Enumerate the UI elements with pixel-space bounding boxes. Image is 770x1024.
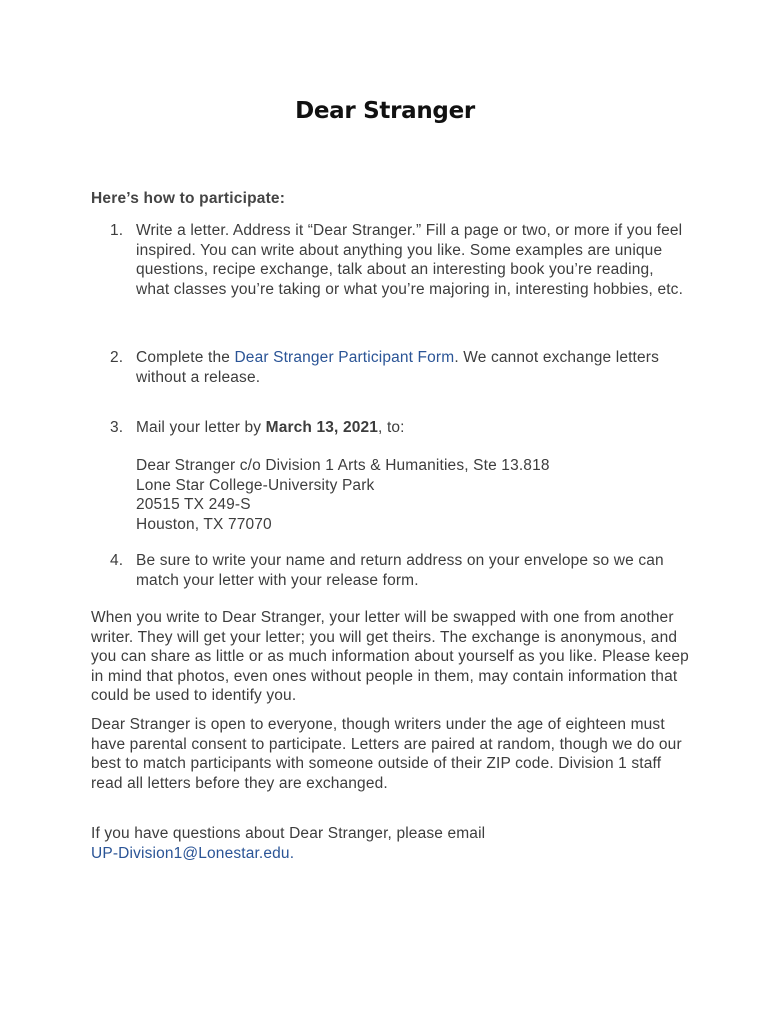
- step-number: 1.: [110, 222, 124, 239]
- exchange-paragraph: When you write to Dear Stranger, your letter will be swapped with one from another writer. They will get your letter; you will get theirs. The exchange is anonymous, and you can share as little or as much information about yourself as you like. Please keep in mind that photos, even ones without people in them, may contain information that could be used to identify you.: [91, 609, 689, 705]
- step-number: 3.: [110, 419, 124, 436]
- step-2: [110, 348, 690, 387]
- address-line: Houston, TX 77070: [136, 515, 272, 533]
- page-title: Dear Stranger: [295, 98, 475, 124]
- contact-paragraph: [91, 824, 691, 863]
- contact-text: If you have questions about Dear Stranger, please email: [91, 825, 486, 842]
- step-text: Be sure to write your name and return address on your envelope so we can match your letter with your release form.: [136, 552, 664, 589]
- deadline-date: March 13, 2021: [265, 419, 379, 436]
- step-text: Write a letter. Address it “Dear Stranger.” Fill a page or two, or more if you feel inspired. You can write about anything you like. Some examples are unique questions, recipe exchange, talk about an interesting book you’re reading, what classes you’re taking or what you’re majoring in, interesting hobbies, etc.: [136, 222, 684, 298]
- step-text-before: Complete the: [136, 349, 235, 366]
- step-text: [136, 418, 690, 438]
- step-text-after: , to:: [378, 419, 405, 436]
- step-number: 4.: [110, 552, 124, 569]
- step-text-after: . We cannot exchange letters without a release.: [136, 349, 659, 386]
- step-text-before: Mail your letter by: [136, 419, 266, 436]
- step-4: [110, 551, 690, 590]
- mailing-address: [136, 456, 696, 534]
- participant-form-link[interactable]: Dear Stranger Participant Form: [234, 349, 455, 366]
- address-line: 20515 TX 249-S: [136, 496, 251, 514]
- eligibility-paragraph: Dear Stranger is open to everyone, though writers under the age of eighteen must have parental consent to participate. Letters are paired at random, though we do our best to match participants with someone outside of their ZIP code. Division 1 staff read all letters before they are exchanged.: [91, 716, 682, 792]
- step-number: 2.: [110, 349, 124, 366]
- address-line: Lone Star College-University Park: [136, 476, 375, 494]
- contact-email-link[interactable]: UP-Division1@Lonestar.edu.: [91, 844, 295, 862]
- address-line: Dear Stranger c/o Division 1 Arts & Humanities, Ste 13.818: [136, 457, 550, 474]
- step-3: [110, 418, 690, 438]
- step-text: [136, 348, 690, 387]
- step-1: [110, 221, 690, 299]
- intro-heading: Here’s how to participate:: [91, 190, 286, 207]
